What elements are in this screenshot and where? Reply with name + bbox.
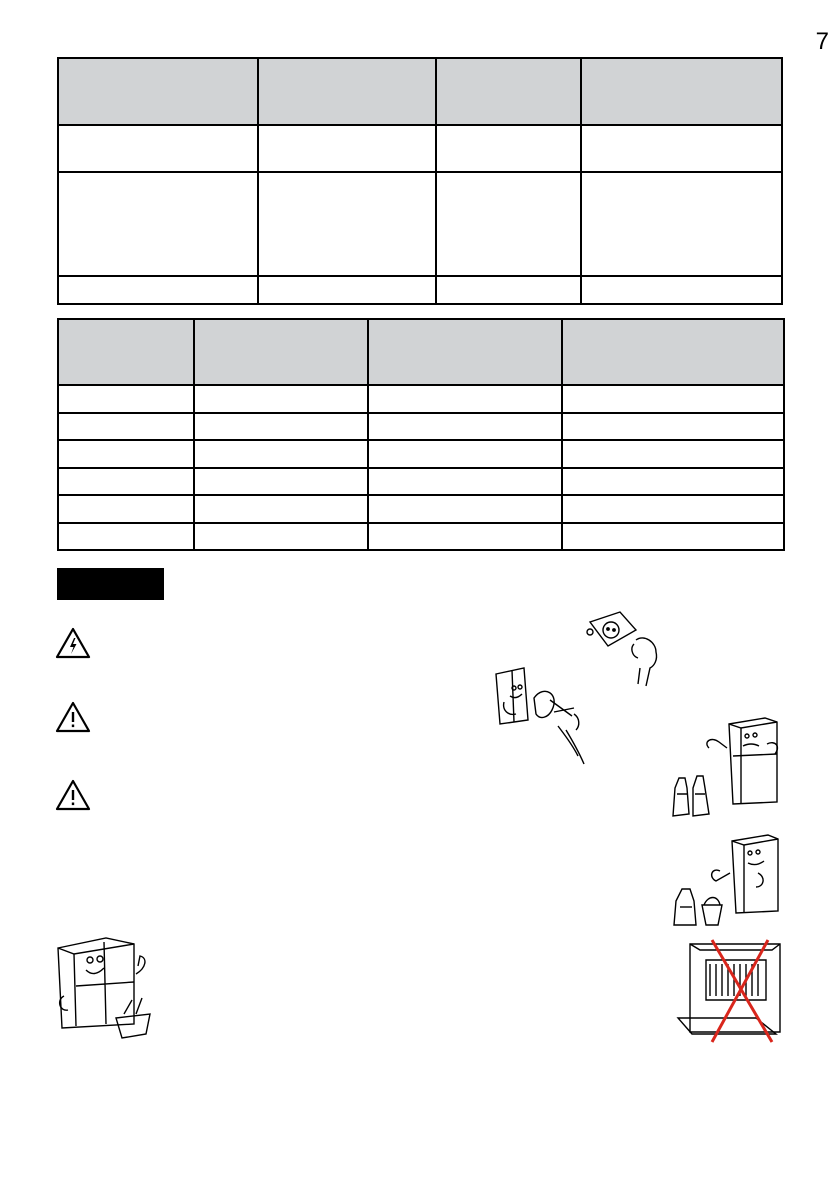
table-cell: [368, 440, 562, 468]
table-header-row: [58, 319, 784, 385]
table-cell: [58, 495, 194, 523]
table-cell: [58, 385, 194, 413]
fridge-cleaning-supplies-illustration: [668, 833, 782, 929]
table-cell: [368, 413, 562, 440]
table-row: [58, 440, 784, 468]
table-cell: [581, 125, 782, 172]
table-cell: [194, 385, 368, 413]
caution-icon: [55, 701, 91, 733]
table-header-cell: [436, 58, 581, 125]
table-cell: [194, 440, 368, 468]
table-header-row: [58, 58, 782, 125]
table-cell: [562, 523, 784, 550]
table-row: [58, 495, 784, 523]
table-cell: [368, 523, 562, 550]
fridge-scissors-illustration: [494, 664, 598, 772]
table-cell: [194, 413, 368, 440]
table-upper: [57, 57, 783, 305]
table-header-cell: [368, 319, 562, 385]
table-cell: [562, 495, 784, 523]
table-cell: [194, 468, 368, 495]
table-cell: [58, 125, 258, 172]
table-cell: [562, 413, 784, 440]
table-cell: [562, 440, 784, 468]
fridge-no-chemicals-illustration: [667, 714, 783, 826]
happy-fridge-illustration: [54, 934, 154, 1042]
table-row: [58, 523, 784, 550]
table-row: [58, 413, 784, 440]
table-cell: [58, 172, 258, 276]
table-row: [58, 125, 782, 172]
table-cell: [562, 468, 784, 495]
table-cell: [58, 440, 194, 468]
table-cell: [436, 125, 581, 172]
table-header-cell: [58, 319, 194, 385]
table-cell: [58, 468, 194, 495]
table-cell: [258, 125, 436, 172]
table-header-cell: [58, 58, 258, 125]
table-header-cell: [258, 58, 436, 125]
electric-shock-warning-icon: [55, 627, 91, 659]
table-cell: [194, 523, 368, 550]
table-cell: [436, 172, 581, 276]
table-lower: [57, 318, 785, 551]
table-cell: [562, 385, 784, 413]
table-cell: [368, 468, 562, 495]
table-cell: [194, 495, 368, 523]
table-row: [58, 468, 784, 495]
table-cell: [258, 276, 436, 304]
section-heading-tab: [57, 568, 164, 600]
table-cell: [58, 276, 258, 304]
no-dishwasher-illustration: [676, 938, 784, 1044]
page-number: 7: [815, 28, 829, 55]
table-row: [58, 172, 782, 276]
table-row: [58, 385, 784, 413]
caution-icon: [55, 779, 91, 811]
table-cell: [58, 413, 194, 440]
table-cell: [368, 495, 562, 523]
table-cell: [581, 276, 782, 304]
table-cell: [581, 172, 782, 276]
table-cell: [258, 172, 436, 276]
table-cell: [436, 276, 581, 304]
table-cell: [58, 523, 194, 550]
table-header-cell: [194, 319, 368, 385]
table-cell: [368, 385, 562, 413]
table-header-cell: [581, 58, 782, 125]
table-row: [58, 276, 782, 304]
table-header-cell: [562, 319, 784, 385]
